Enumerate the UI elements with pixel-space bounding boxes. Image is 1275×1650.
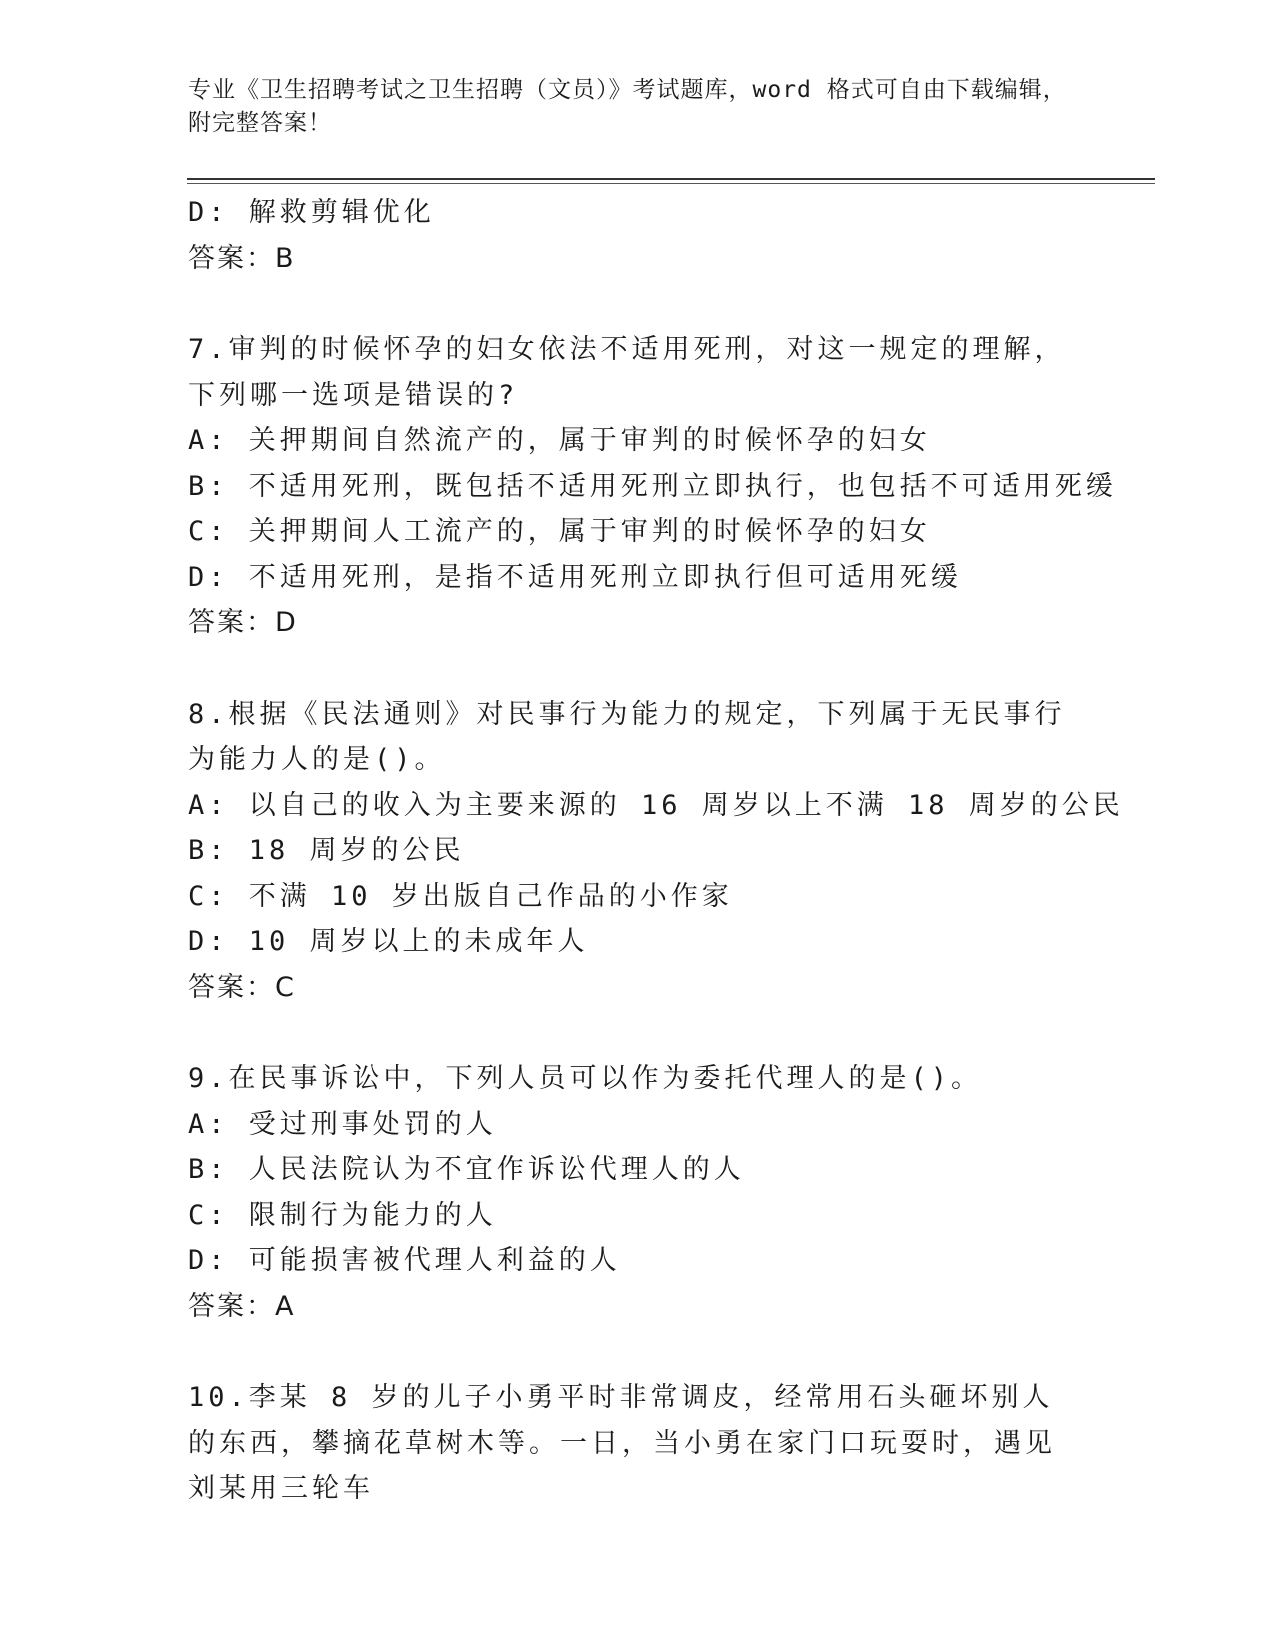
question-text: 7.审判的时候怀孕的妇女依法不适用死刑，对这一规定的理解，下列哪一选项是错误的? bbox=[188, 334, 1066, 411]
option-a: A: 受过刑事处罚的人 bbox=[188, 1108, 497, 1140]
answer: 答案：B bbox=[188, 242, 296, 274]
header-rule-thin bbox=[187, 183, 1155, 184]
question-list bbox=[188, 190, 1124, 1512]
option-a: A: 关押期间自然流产的，属于审判的时候怀孕的妇女 bbox=[188, 425, 931, 456]
question-text: 10.李某 8 岁的儿子小勇平时非常调皮，经常用石头砸坏别人的东西，攀摘花草树木等。一日，当小勇在家门口玩耍时，遇见刘某用三轮车 bbox=[188, 1382, 1056, 1504]
option-b: B: 不适用死刑，既包括不适用死刑立即执行，也包括不可适用死缓 bbox=[188, 470, 1117, 502]
option-c: C: 限制行为能力的人 bbox=[188, 1199, 497, 1231]
option-d: D: 可能损害被代理人利益的人 bbox=[188, 1245, 621, 1276]
answer: 答案：C bbox=[188, 971, 296, 1003]
option-d: D: 10 周岁以上的未成年人 bbox=[188, 926, 589, 957]
option-a: A: 以自己的收入为主要来源的 16 周岁以上不满 18 周岁的公民 bbox=[188, 789, 1124, 821]
question-9 bbox=[188, 1056, 1068, 1329]
option-b: B: 18 周岁的公民 bbox=[188, 835, 465, 866]
question-text: 9.在民事诉讼中，下列人员可以作为委托代理人的是()。 bbox=[188, 1063, 983, 1094]
question-10 bbox=[188, 1375, 1068, 1512]
option-c: C: 关押期间人工流产的，属于审判的时候怀孕的妇女 bbox=[188, 516, 931, 547]
question-7 bbox=[188, 327, 1117, 646]
option-d: D: 解救剪辑优化 bbox=[188, 197, 435, 228]
header-rule bbox=[187, 178, 1155, 180]
header-title: 专业《卫生招聘考试之卫生招聘（文员）》考试题库，word 格式可自由下载编辑，附完整答案！ bbox=[188, 77, 1067, 136]
option-d: D: 不适用死刑，是指不适用死刑立即执行但可适用死缓 bbox=[188, 561, 962, 593]
answer: 答案：A bbox=[188, 1290, 296, 1322]
answer: 答案：D bbox=[188, 607, 298, 638]
document-header bbox=[188, 74, 1068, 140]
question-8 bbox=[188, 692, 1124, 1011]
question-text: 8.根据《民法通则》对民事行为能力的规定，下列属于无民事行为能力人的是()。 bbox=[188, 698, 1066, 775]
option-b: B: 人民法院认为不宜作诉讼代理人的人 bbox=[188, 1154, 745, 1185]
option-c: C: 不满 10 岁出版自己作品的小作家 bbox=[188, 880, 733, 912]
